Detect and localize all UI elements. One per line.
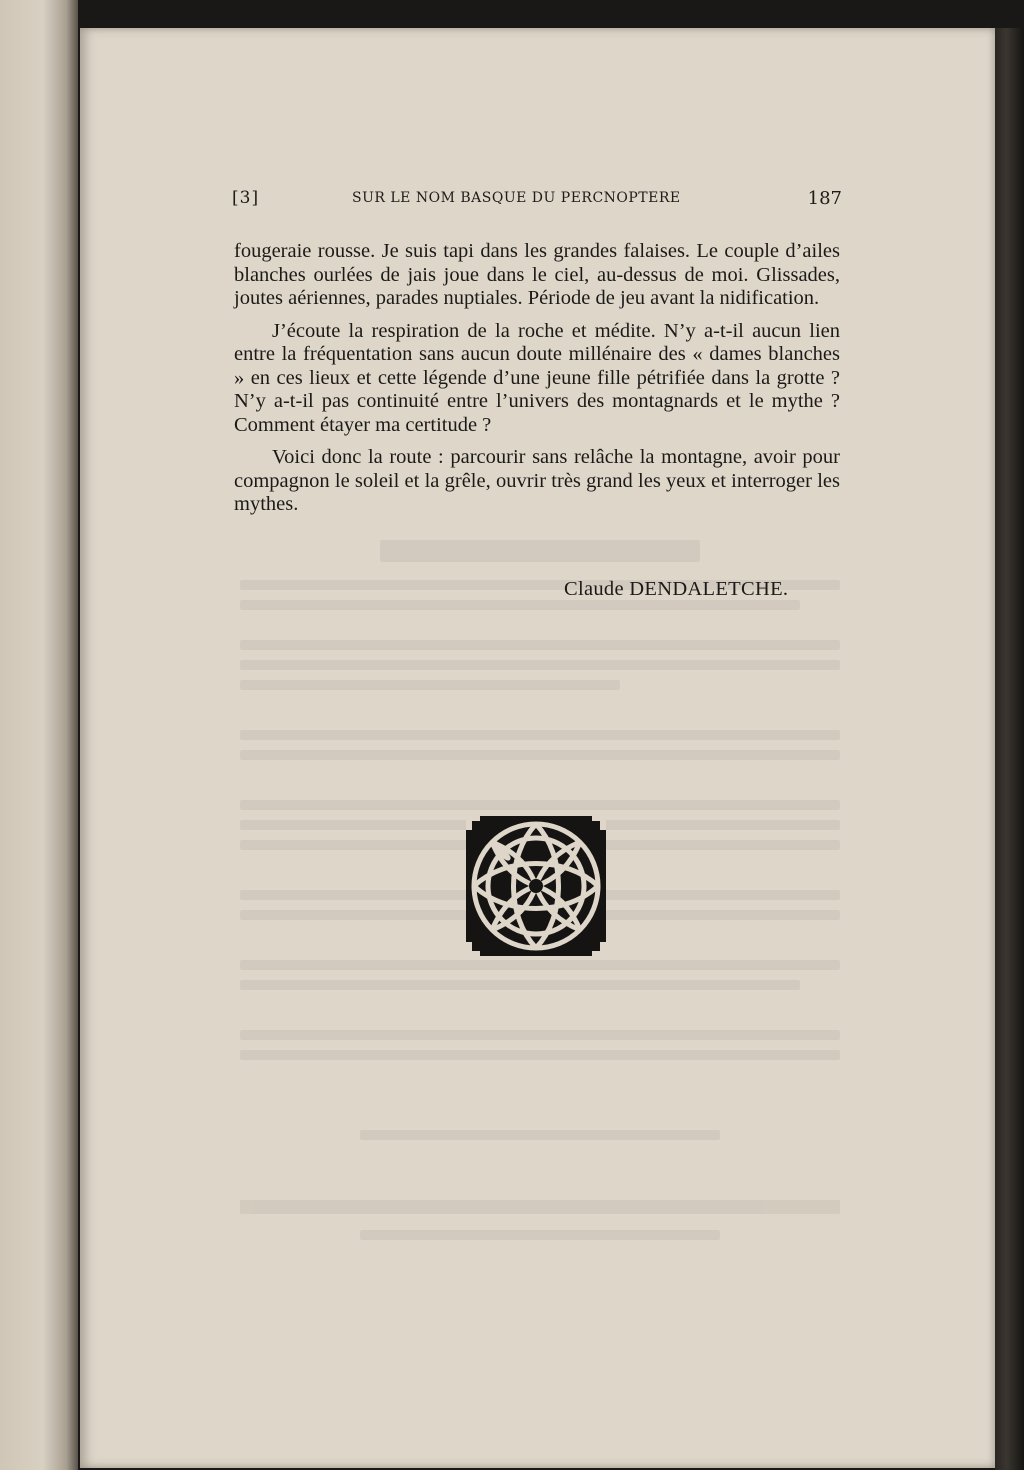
paragraph: J’écoute la respiration de la roche et médite. N’y a-t-il aucun lien entre la fréquentation sans aucun doute millénaire des « dames blanches » en ces lieux et cette légende d’une jeune fille pétrifiée dans la grotte ? N’y a-t-il pas continuité entre l’univers des montagnards et le mythe ? Comment étayer ma certitude ? — [234, 319, 840, 436]
previous-page-edge — [0, 0, 78, 1470]
article-body — [234, 240, 840, 526]
celtic-knot-ornament-icon — [466, 816, 606, 956]
page-number: 187 — [807, 188, 842, 209]
page-edge-shadow — [995, 28, 1024, 1470]
running-header — [232, 188, 842, 212]
paragraph: Voici donc la route : parcourir sans relâche la montagne, avoir pour compagnon le soleil et la grêle, ouvrir très grand les yeux et interroger les mythes. — [234, 446, 840, 515]
section-number: [3] — [232, 188, 260, 208]
author-signature: Claude DENDALETCHE. — [564, 578, 789, 600]
running-title: SUR LE NOM BASQUE DU PERCNOPTERE — [352, 190, 681, 206]
paragraph-continued: fougeraie rousse. Je suis tapi dans les grandes falaises. Le couple d’ailes blanches ourlées de jais joue dans le ciel, au-dessus de moi. Glissades, joutes aériennes, parades nuptiales. Période de jeu avant la nidification. — [234, 240, 840, 309]
